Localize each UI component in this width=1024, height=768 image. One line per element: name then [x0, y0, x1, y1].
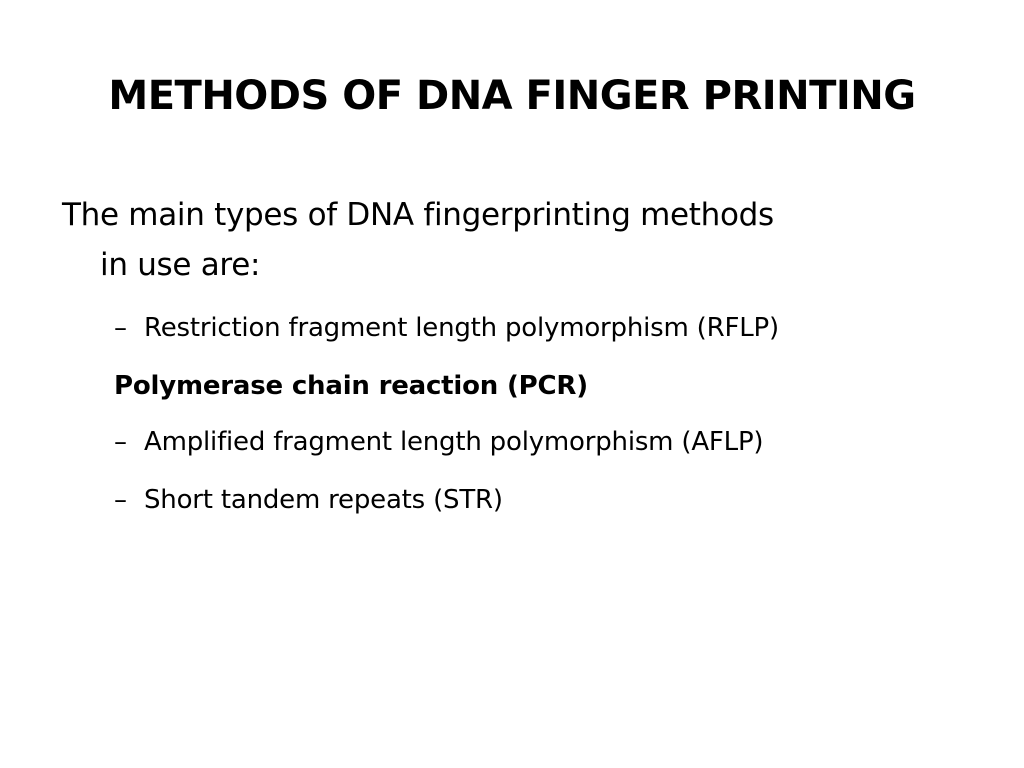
intro-line-1: The main types of DNA fingerprinting methods [62, 197, 774, 233]
list-item-pcr [114, 366, 588, 406]
list-item-text: Polymerase chain reaction (PCR) [114, 371, 588, 401]
dash-bullet: – [114, 485, 127, 515]
slide-title: METHODS OF DNA FINGER PRINTING [108, 73, 916, 119]
list-item-text: Short tandem repeats (STR) [144, 485, 503, 515]
list-item-text: Restriction fragment length polymorphism (RFLP) [144, 313, 779, 343]
intro-text [62, 190, 962, 290]
dash-bullet: – [114, 313, 127, 343]
list-item-text: Amplified fragment length polymorphism (AFLP) [144, 427, 764, 457]
dash-bullet: – [114, 427, 127, 457]
list-item-rflp [114, 308, 779, 348]
intro-line-2: in use are: [100, 247, 261, 283]
list-item-aflp [114, 422, 763, 462]
list-item-str [114, 480, 503, 520]
